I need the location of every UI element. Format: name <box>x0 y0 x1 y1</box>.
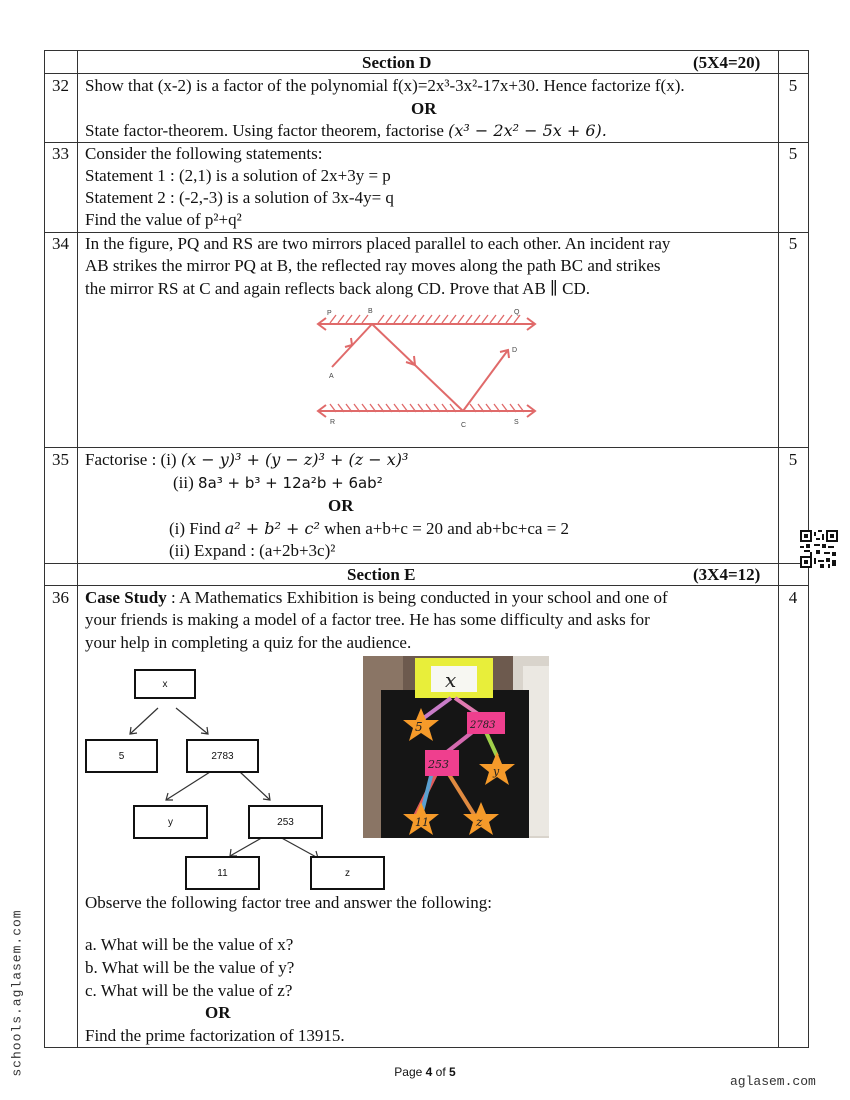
q33-line: Statement 1 : (2,1) is a solution of 2x+3y = p <box>85 166 391 185</box>
q32-alt-text <box>85 120 607 142</box>
q35-alt-i-prefix: (i) Find <box>169 519 225 538</box>
ray-cd <box>463 350 508 411</box>
photo-label-node: z <box>476 815 483 829</box>
or-divider: OR <box>205 1003 231 1022</box>
tree-node: 11 <box>185 856 260 890</box>
q35-part-i-prefix: Factorise : (i) <box>85 450 181 469</box>
q33-line: Find the value of p²+q² <box>85 210 242 229</box>
photo-label-node: 253 <box>428 758 449 771</box>
q34-line: the mirror RS at C and again reflects back along CD. Prove that AB ∥ CD. <box>85 279 591 298</box>
section-d-marks: (5X4=20) <box>693 53 761 72</box>
factor-tree-photo <box>363 656 549 838</box>
q33-line: Consider the following statements: <box>85 144 323 163</box>
q35-part-i <box>85 449 408 471</box>
label-b: B <box>368 308 373 315</box>
q32-alt-expression: (x³ − 2x² − 5x + 6). <box>448 121 607 140</box>
q32-text: Show that (x-2) is a factor of the polynomial f(x)=2x³-3x²-17x+30. Hence factorize f(x). <box>85 76 685 95</box>
marks: 4 <box>788 588 798 607</box>
q34-line: In the figure, PQ and RS are two mirrors placed parallel to each other. An incident ray <box>85 234 671 253</box>
marks: 5 <box>788 234 798 253</box>
tree-node: 5 <box>85 739 158 773</box>
label-d: D <box>512 347 518 354</box>
side-watermark-text: schools.aglasem.com <box>9 909 25 1077</box>
q35-part-i-expression: (x − y)³ + (y − z)³ + (z − x)³ <box>180 450 409 469</box>
section-e-title: Section E <box>347 565 416 584</box>
q36-line: your friends is making a model of a factor tree. He has some difficulty and asks for <box>85 610 650 629</box>
side-watermark <box>2 898 32 1088</box>
q33-line: Statement 2 : (-2,-3) is a solution of 3x-4y= q <box>85 188 394 207</box>
footer-pre: Page <box>394 1065 426 1079</box>
q36-line-rest: : A Mathematics Exhibition is being conducted in your school and one of <box>166 588 668 607</box>
photo-label-node: 11 <box>415 816 429 829</box>
q36-line: your help in completing a quiz for the audience. <box>85 633 412 652</box>
page-footer <box>0 1065 850 1079</box>
q36-sub-question: c. What will be the value of z? <box>85 981 293 1000</box>
q36-observe: Observe the following factor tree and answer the following: <box>85 893 492 912</box>
footer-mid: of <box>432 1065 450 1079</box>
photo-label-node: 5 <box>415 720 423 734</box>
q35-part-ii-prefix: (ii) <box>173 473 199 492</box>
label-p: P <box>327 310 332 317</box>
marks: 5 <box>788 450 798 469</box>
q34-line: AB strikes the mirror PQ at B, the reflected ray moves along the path BC and strikes <box>85 256 661 275</box>
marks: 5 <box>788 76 798 95</box>
case-study-label: Case Study <box>85 588 167 607</box>
question-number: 34 <box>52 234 69 253</box>
section-d-title: Section D <box>362 53 432 72</box>
photo-label-root: x <box>445 668 457 692</box>
site-url[interactable]: aglasem.com <box>730 1074 816 1089</box>
q35-alt-i-condition: when a+b+c = 20 and ab+bc+ca = 2 <box>319 519 570 538</box>
marks: 5 <box>788 144 798 163</box>
tree-node-root: x <box>134 669 196 699</box>
tree-node: z <box>310 856 385 890</box>
q32-alt-text-prefix: State factor-theorem. Using factor theorem, factorise <box>85 121 449 140</box>
q36-alt-question: Find the prime factorization of 13915. <box>85 1026 345 1045</box>
tree-node: y <box>133 805 208 839</box>
label-q: Q <box>514 309 520 316</box>
q35-part-ii <box>173 472 383 494</box>
footer-page: 4 <box>425 1065 433 1079</box>
question-number: 32 <box>52 76 69 95</box>
q35-alt-i <box>169 518 569 540</box>
label-s: S <box>514 419 519 426</box>
question-number: 33 <box>52 144 69 163</box>
question-number: 36 <box>52 588 69 607</box>
label-c: C <box>461 422 467 429</box>
ray-bc <box>372 324 463 411</box>
qr-code <box>800 530 838 568</box>
section-e-marks: (3X4=12) <box>693 565 761 584</box>
arrow-head <box>345 338 352 347</box>
q36-line <box>85 587 668 609</box>
q35-part-ii-expression: 8a³ + b³ + 12a²b + 6ab² <box>198 474 383 492</box>
or-divider: OR <box>411 99 437 118</box>
q36-sub-question: a. What will be the value of x? <box>85 935 294 954</box>
or-divider: OR <box>328 496 354 515</box>
tree-node: 2783 <box>186 739 259 773</box>
label-a: A <box>329 373 334 380</box>
question-number: 35 <box>52 450 69 469</box>
photo-label-node: 2783 <box>470 720 496 731</box>
q35-alt-i-expression: a² + b² + c² <box>224 519 320 538</box>
q35-alt-ii: (ii) Expand : (a+2b+3c)² <box>169 541 336 560</box>
mirror-figure <box>310 302 545 430</box>
label-r: R <box>330 419 336 426</box>
tree-node: 253 <box>248 805 323 839</box>
footer-total: 5 <box>449 1065 456 1079</box>
photo-label-node: y <box>493 765 500 778</box>
q36-sub-question: b. What will be the value of y? <box>85 958 295 977</box>
